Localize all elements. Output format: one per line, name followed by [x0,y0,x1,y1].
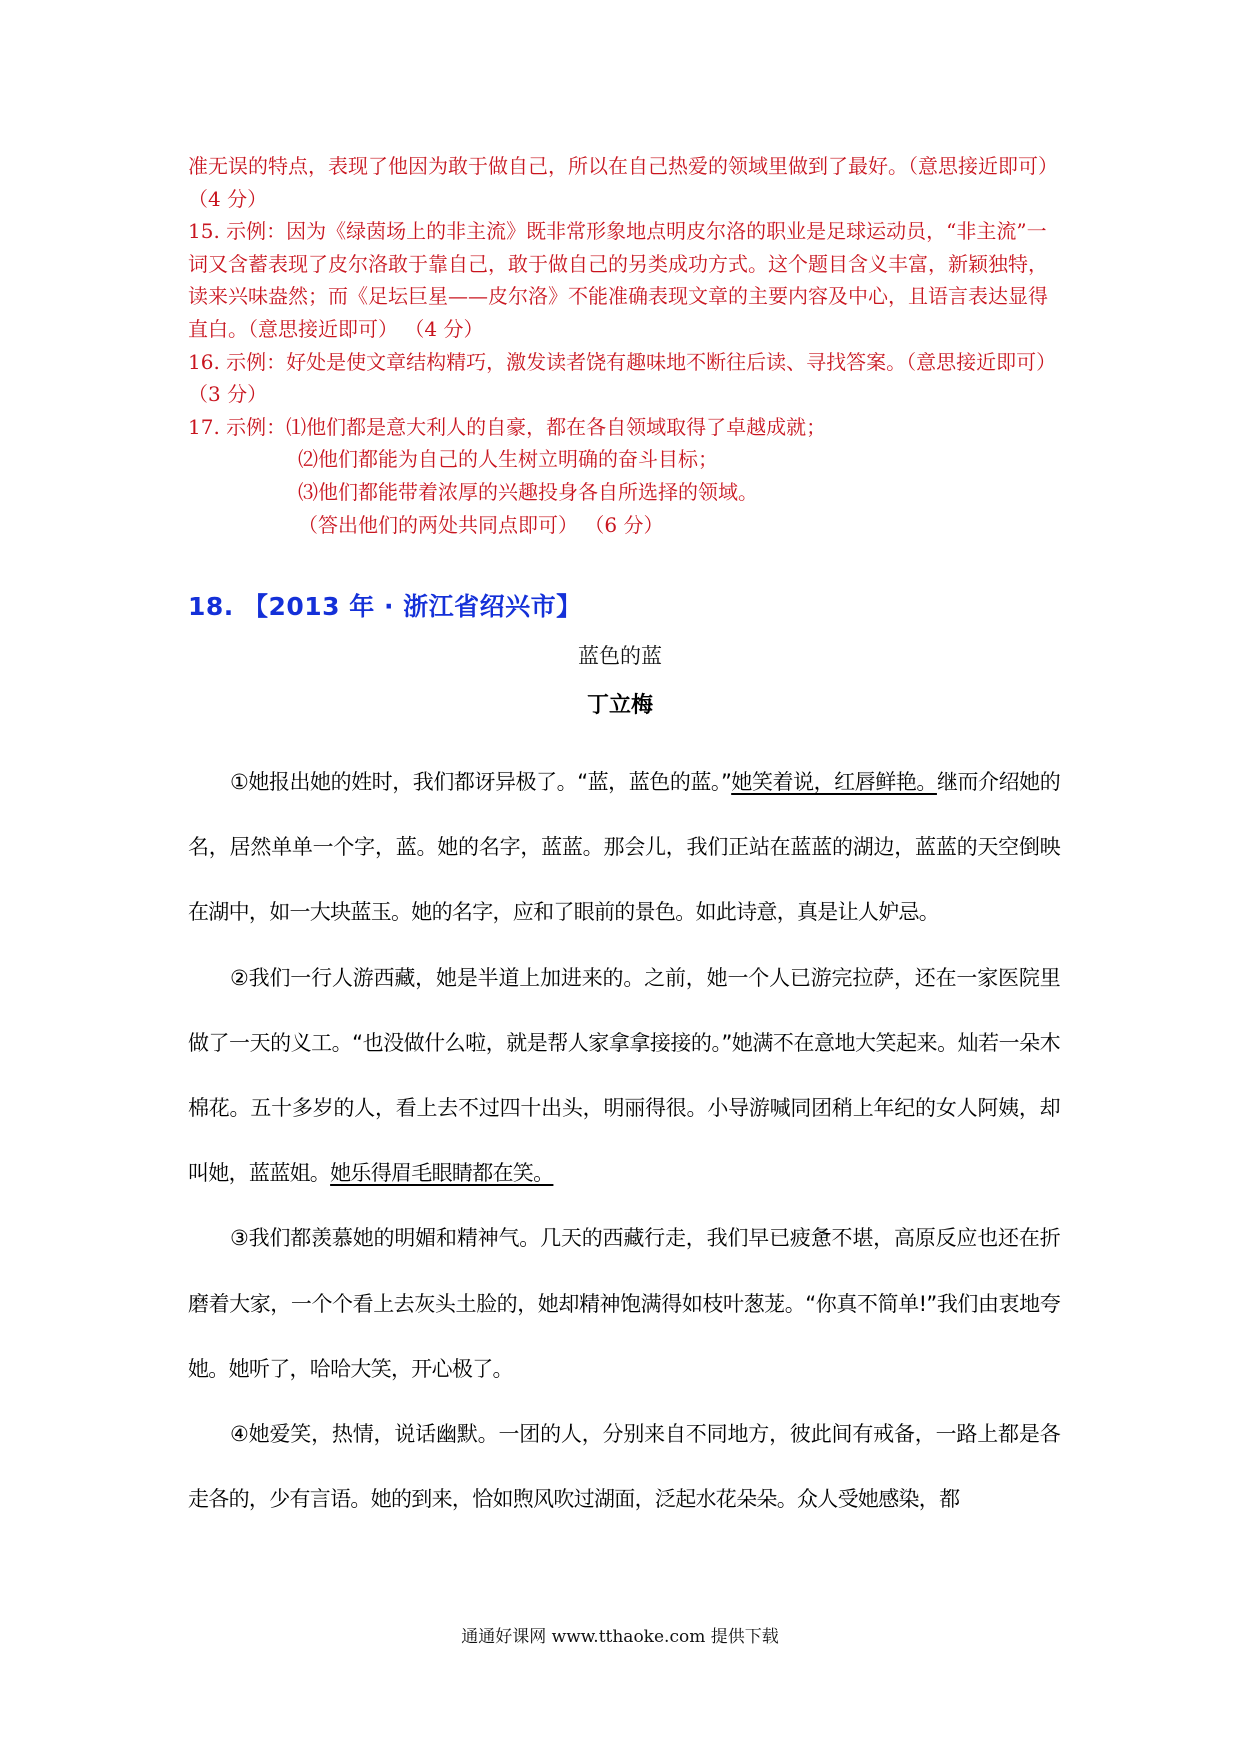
page-footer: 通通好课网 www.tthaoke.com 提供下载 [461,1627,779,1647]
article-body [188,750,1060,1532]
underlined-sentence: 她笑着说，红唇鲜艳。 [731,770,937,794]
answer-line: 17. 示例：⑴他们都是意大利人的自豪，都在各自领域取得了卓越成就； [188,414,827,439]
paragraph-1 [188,750,1060,946]
answer-line: 16. 示例：好处是使文章结构精巧，激发读者饶有趣味地不断往后读、寻找答案。（意思接近即可） （3 分） [188,349,1057,407]
answer-line: （答出他们的两处共同点即可） （6 分） [298,512,664,537]
answer-line: 准无误的特点，表现了他因为敢于做自己，所以在自己热爱的领域里做到了最好。（意思接近即可） （4 分） [188,154,1058,211]
paragraph-text: ③我们都羡慕她的明媚和精神气。几天的西藏行走，我们早已疲惫不堪，高原反应也还在折磨着大家，一个个看上去灰头土脸的，她却精神饱满得如枝叶葱茏。“你真不简单!”我们由衷地夸她。她听了，哈哈大笑，开心极了。 [188,1226,1060,1381]
paragraph-text: ②我们一行人游西藏，她是半道上加进来的。之前，她一个人已游完拉萨，还在一家医院里做了一天的义工。“也没做什么啦，就是帮人家拿拿接接的。”她满不在意地大笑起来。灿若一朵木棉花。五十多岁的人，看上去不过四十出头，明丽得很。小导游喊同团稍上年纪的女人阿姨，却叫她，蓝蓝姐。 [188,965,1060,1186]
answer-key [188,150,1060,541]
underlined-sentence: 她乐得眉毛眼睛都在笑。 [330,1161,554,1186]
paragraph-text: 继而介绍她的名，居然单单一个字，蓝。她的名字，蓝蓝。那会儿，我们正站在蓝蓝的湖边，蓝蓝的天空倒映在湖中，如一大块蓝玉。她的名字，应和了眼前的景色。如此诗意，真是让人妒忌。 [188,770,1060,925]
paragraph-text: ④她爱笑，热情，说话幽默。一团的人，分别来自不同地方，彼此间有戒备，一路上都是各走各的，少有言语。她的到来，恰如煦风吹过湖面，泛起水花朵朵。众人受她感染，都 [188,1422,1060,1512]
answer-line: 15. 示例：因为《绿茵场上的非主流》既非常形象地点明皮尔洛的职业是足球运动员，“非主流”一词又含蓄表现了皮尔洛敢于靠自己，敢于做自己的另类成功方式。这个题目含义丰富，新颖独特，读来兴味盎然；而《足坛巨星——皮尔洛》不能准确表现文章的主要内容及中心，且语言表达显得直白。（意思接近即可） （4 分） [188,219,1048,341]
paragraph-4 [188,1402,1060,1532]
paragraph-3 [188,1206,1060,1402]
answer-line: ⑵他们都能为自己的人生树立明确的奋斗目标； [298,447,718,472]
article-author: 丁立梅 [586,693,653,718]
question-heading: 18. 【2013 年 · 浙江省绍兴市】 [188,592,582,621]
answer-line: ⑶他们都能带着浓厚的兴趣投身各自所选择的领域。 [298,479,758,504]
article-title: 蓝色的蓝 [578,644,662,668]
paragraph-text: ①她报出她的姓时，我们都讶异极了。“蓝，蓝色的蓝。” [230,770,732,794]
paragraph-2 [188,946,1060,1207]
